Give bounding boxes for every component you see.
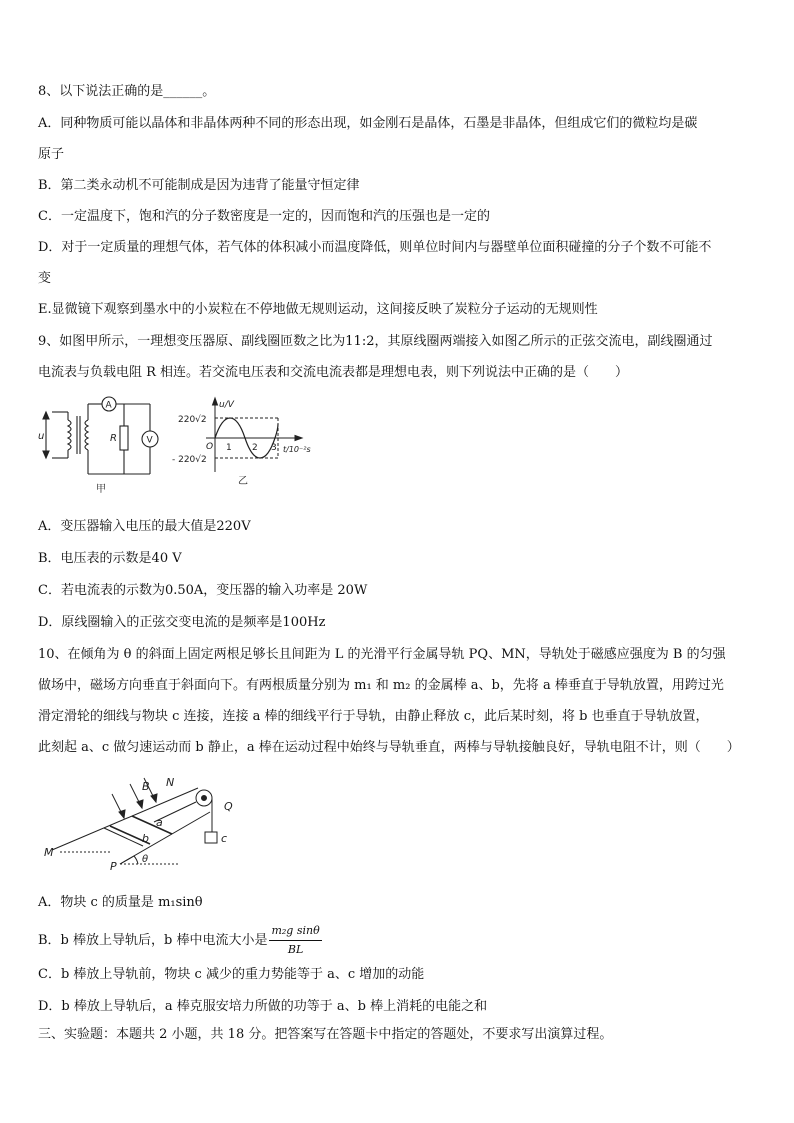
q10-stem-line2: 做场中，磁场方向垂直于斜面向下。有两根质量分别为 m₁ 和 m₂ 的金属棒 a、b，先将 a 棒垂直于导轨放置，用跨过光 [38, 678, 724, 693]
label-c: c [221, 832, 228, 845]
q9-option-a: A．变压器输入电压的最大值是220V [38, 519, 251, 534]
q8-stem: 8、以下说法正确的是______。 [38, 84, 216, 99]
label-M: M [44, 846, 54, 859]
q10-option-b [38, 922, 322, 959]
label-P: P [110, 860, 117, 873]
q10-option-d: D．b 棒放上导轨后，a 棒克服安培力所做的功等于 a、b 棒上消耗的电能之和 [38, 999, 488, 1014]
transformer-circuit [43, 397, 158, 474]
q8-option-d: D．对于一定质量的理想气体，若气体的体积减小而温度降低，则单位时间内与器壁单位面积碰撞的分子个数不可能不 [38, 240, 712, 255]
q9-figure [38, 394, 338, 498]
y-min-label: - 220√2 [172, 455, 207, 465]
label-b: b [142, 832, 149, 845]
q8-option-b: B．第二类永动机不可能制成是因为违背了能量守恒定律 [38, 178, 360, 193]
q10-stem-line3: 滑定滑轮的细线与物块 c 连接，连接 a 棒的细线平行于导轨，由静止释放 c，此后某时刻，将 b 也垂直于导轨放置， [38, 709, 709, 724]
q9-option-b: B．电压表的示数是40 V [38, 551, 182, 566]
x-tick-3: 3 [271, 443, 277, 453]
q9-stem-line2: 电流表与负载电阻 R 相连。若交流电压表和交流电流表都是理想电表，则下列说法中正确的是（ ） [38, 365, 629, 380]
q10-option-c: C．b 棒放上导轨前，物块 c 减少的重力势能等于 a、c 增加的动能 [38, 967, 425, 982]
label-N: N [166, 776, 175, 789]
q8-option-d-cont: 变 [38, 271, 52, 286]
current-fraction [269, 922, 321, 959]
caption-yi: 乙 [238, 476, 248, 487]
q9-option-c: C．若电流表的示数为0.50A，变压器的输入功率是 20W [38, 583, 368, 598]
fraction-denominator: BL [287, 943, 304, 956]
q9-stem-line1: 9、如图甲所示，一理想变压器原、副线圈匝数之比为11:2，其原线圈两端接入如图乙所示的正弦交流电，副线圈通过 [38, 334, 713, 349]
fraction-numerator: m₂g sinθ [269, 922, 321, 941]
label-theta: θ [142, 854, 149, 865]
caption-jia: 甲 [96, 484, 106, 495]
origin-label: O [206, 442, 214, 452]
q8-option-c: C．一定温度下，饱和汽的分子数密度是一定的，因而饱和汽的压强也是一定的 [38, 209, 490, 224]
resistor-label: R [110, 433, 117, 444]
u-label: u [38, 431, 45, 442]
q8-option-a: A．同种物质可能以晶体和非晶体两种不同的形态出现，如金刚石是晶体，石墨是非晶体，但组成它们的微粒均是碳 [38, 116, 698, 131]
q10-option-a: A．物块 c 的质量是 m₁sinθ [38, 895, 203, 910]
label-Q: Q [224, 800, 233, 813]
ammeter-label: A [105, 400, 112, 411]
q10-figure [38, 770, 248, 874]
x-tick-2: 2 [252, 443, 258, 453]
x-axis-label: t/10⁻²s [283, 445, 311, 454]
section-3-heading: 三、实验题：本题共 2 小题，共 18 分。把答案写在答题卡中指定的答题处，不要求写出演算过程。 [38, 1027, 613, 1042]
q9-option-d: D．原线圈输入的正弦交变电流的是频率是100Hz [38, 615, 326, 630]
x-tick-1: 1 [226, 443, 232, 453]
label-B: B [142, 780, 150, 793]
y-axis-label: u/V [219, 400, 234, 410]
q10-option-b-text: B．b 棒放上导轨后，b 棒中电流大小是 [38, 933, 268, 948]
q8-option-e: E.显微镜下观察到墨水中的小炭粒在不停地做无规则运动，这间接反映了炭粒分子运动的无规则性 [38, 302, 598, 317]
q8-option-a-cont: 原子 [38, 147, 65, 162]
label-a: a [156, 816, 163, 829]
y-max-label: 220√2 [178, 415, 207, 425]
q10-stem-line4: 此刻起 a、c 做匀速运动而 b 静止，a 棒在运动过程中始终与导轨垂直，两棒与导轨接触良好，导轨电阻不计，则（ ） [38, 740, 740, 755]
voltmeter-label: V [146, 435, 153, 446]
q10-stem-line1: 10、在倾角为 θ 的斜面上固定两根足够长且间距为 L 的光滑平行金属导轨 PQ、MN，导轨处于磁感应强度为 B 的匀强 [38, 647, 726, 662]
